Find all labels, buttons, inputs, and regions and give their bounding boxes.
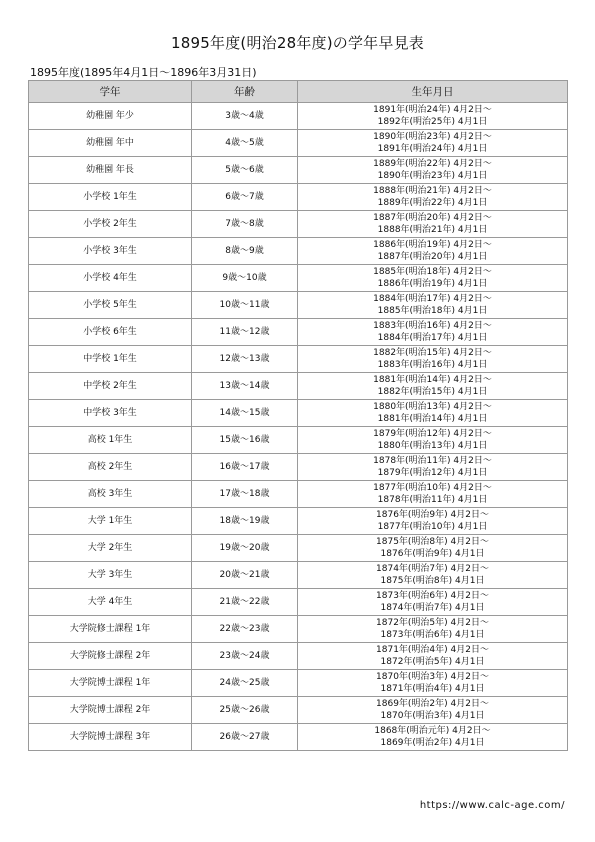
table-header-row [29, 81, 568, 103]
birthdate-from: 1885年(明治18年) 4月2日～ [373, 267, 492, 277]
age-cell: 3歳～4歳 [192, 103, 298, 130]
birthdate-to: 1888年(明治21年) 4月1日 [377, 225, 488, 235]
birthdate-to: 1875年(明治8年) 4月1日 [380, 576, 485, 586]
birthdate-from: 1883年(明治16年) 4月2日～ [373, 321, 492, 331]
birthdate-cell [298, 373, 568, 400]
table-row [29, 427, 568, 454]
birthdate-cell [298, 211, 568, 238]
grade-cell: 小学校 2年生 [29, 211, 192, 238]
birthdate-cell [298, 724, 568, 751]
birthdate-to: 1881年(明治14年) 4月1日 [377, 414, 488, 424]
table-row [29, 292, 568, 319]
age-cell: 9歳～10歳 [192, 265, 298, 292]
table-row [29, 643, 568, 670]
table-row [29, 157, 568, 184]
age-cell: 19歳～20歳 [192, 535, 298, 562]
birthdate-from: 1876年(明治9年) 4月2日～ [376, 510, 489, 520]
table-body [29, 103, 568, 751]
birthdate-from: 1869年(明治2年) 4月2日～ [376, 699, 489, 709]
birthdate-from: 1880年(明治13年) 4月2日～ [373, 402, 492, 412]
age-cell: 17歳～18歳 [192, 481, 298, 508]
table-row [29, 265, 568, 292]
grade-cell: 大学院修士課程 1年 [29, 616, 192, 643]
grade-cell: 高校 3年生 [29, 481, 192, 508]
age-cell: 10歳～11歳 [192, 292, 298, 319]
birthdate-cell [298, 130, 568, 157]
age-cell: 26歳～27歳 [192, 724, 298, 751]
age-cell: 11歳～12歳 [192, 319, 298, 346]
age-cell: 6歳～7歳 [192, 184, 298, 211]
age-cell: 25歳～26歳 [192, 697, 298, 724]
table-row [29, 562, 568, 589]
birthdate-to: 1880年(明治13年) 4月1日 [377, 441, 488, 451]
birthdate-from: 1887年(明治20年) 4月2日～ [373, 213, 492, 223]
header-birthdate: 生年月日 [298, 81, 568, 103]
birthdate-cell [298, 562, 568, 589]
birthdate-from: 1878年(明治11年) 4月2日～ [373, 456, 492, 466]
table-row [29, 616, 568, 643]
birthdate-to: 1878年(明治11年) 4月1日 [377, 495, 488, 505]
age-cell: 5歳～6歳 [192, 157, 298, 184]
birthdate-to: 1869年(明治2年) 4月1日 [380, 738, 485, 748]
table-row [29, 670, 568, 697]
birthdate-cell [298, 400, 568, 427]
birthdate-from: 1872年(明治5年) 4月2日～ [376, 618, 489, 628]
birthdate-from: 1888年(明治21年) 4月2日～ [373, 186, 492, 196]
grade-cell: 中学校 3年生 [29, 400, 192, 427]
grade-cell: 高校 1年生 [29, 427, 192, 454]
birthdate-from: 1874年(明治7年) 4月2日～ [376, 564, 489, 574]
birthdate-cell [298, 238, 568, 265]
grade-cell: 幼稚園 年長 [29, 157, 192, 184]
grade-cell: 小学校 5年生 [29, 292, 192, 319]
page-title: 1895年度(明治28年度)の学年早見表 [171, 34, 424, 52]
grade-cell: 幼稚園 年中 [29, 130, 192, 157]
birthdate-to: 1892年(明治25年) 4月1日 [377, 117, 488, 127]
age-cell: 12歳～13歳 [192, 346, 298, 373]
grade-cell: 大学 4年生 [29, 589, 192, 616]
table-row [29, 535, 568, 562]
birthdate-cell [298, 265, 568, 292]
birthdate-cell [298, 670, 568, 697]
birthdate-from: 1882年(明治15年) 4月2日～ [373, 348, 492, 358]
grade-cell: 中学校 2年生 [29, 373, 192, 400]
birthdate-to: 1885年(明治18年) 4月1日 [377, 306, 488, 316]
birthdate-from: 1868年(明治元年) 4月2日～ [374, 726, 491, 736]
site-url: https://www.calc-age.com/ [419, 800, 565, 811]
birthdate-to: 1884年(明治17年) 4月1日 [377, 333, 488, 343]
birthdate-to: 1886年(明治19年) 4月1日 [377, 279, 488, 289]
age-cell: 21歳～22歳 [192, 589, 298, 616]
age-cell: 4歳～5歳 [192, 130, 298, 157]
age-cell: 14歳～15歳 [192, 400, 298, 427]
grade-cell: 小学校 4年生 [29, 265, 192, 292]
grade-cell: 小学校 1年生 [29, 184, 192, 211]
table-row [29, 481, 568, 508]
table-row [29, 103, 568, 130]
table-row [29, 508, 568, 535]
birthdate-to: 1882年(明治15年) 4月1日 [377, 387, 488, 397]
birthdate-to: 1873年(明治6年) 4月1日 [380, 630, 485, 640]
birthdate-from: 1886年(明治19年) 4月2日～ [373, 240, 492, 250]
grade-cell: 大学院修士課程 2年 [29, 643, 192, 670]
birthdate-to: 1879年(明治12年) 4月1日 [377, 468, 488, 478]
table-row [29, 184, 568, 211]
table-row [29, 346, 568, 373]
header-age: 年齢 [192, 81, 298, 103]
birthdate-from: 1875年(明治8年) 4月2日～ [376, 537, 489, 547]
grade-cell: 大学 3年生 [29, 562, 192, 589]
grade-cell: 小学校 3年生 [29, 238, 192, 265]
birthdate-from: 1871年(明治4年) 4月2日～ [376, 645, 489, 655]
birthdate-cell [298, 427, 568, 454]
birthdate-cell [298, 184, 568, 211]
birthdate-to: 1877年(明治10年) 4月1日 [377, 522, 488, 532]
table-row [29, 589, 568, 616]
birthdate-cell [298, 535, 568, 562]
birthdate-from: 1870年(明治3年) 4月2日～ [376, 672, 489, 682]
age-cell: 24歳～25歳 [192, 670, 298, 697]
birthdate-cell [298, 292, 568, 319]
grade-cell: 高校 2年生 [29, 454, 192, 481]
age-cell: 13歳～14歳 [192, 373, 298, 400]
table-row [29, 373, 568, 400]
birthdate-cell [298, 346, 568, 373]
birthdate-cell [298, 103, 568, 130]
table-row [29, 130, 568, 157]
age-cell: 18歳～19歳 [192, 508, 298, 535]
birthdate-to: 1890年(明治23年) 4月1日 [377, 171, 488, 181]
birthdate-from: 1890年(明治23年) 4月2日～ [373, 132, 492, 142]
birthdate-cell [298, 508, 568, 535]
age-cell: 20歳～21歳 [192, 562, 298, 589]
table-row [29, 319, 568, 346]
birthdate-cell [298, 616, 568, 643]
birthdate-cell [298, 454, 568, 481]
age-cell: 8歳～9歳 [192, 238, 298, 265]
birthdate-from: 1884年(明治17年) 4月2日～ [373, 294, 492, 304]
fiscal-year-range: 1895年度(1895年4月1日～1896年3月31日) [30, 66, 257, 79]
table-row [29, 238, 568, 265]
grade-cell: 大学 1年生 [29, 508, 192, 535]
birthdate-to: 1887年(明治20年) 4月1日 [377, 252, 488, 262]
birthdate-to: 1889年(明治22年) 4月1日 [377, 198, 488, 208]
grade-cell: 小学校 6年生 [29, 319, 192, 346]
grade-cell: 中学校 1年生 [29, 346, 192, 373]
birthdate-cell [298, 643, 568, 670]
age-cell: 23歳～24歳 [192, 643, 298, 670]
grade-cell: 幼稚園 年少 [29, 103, 192, 130]
birthdate-to: 1871年(明治4年) 4月1日 [380, 684, 485, 694]
birthdate-cell [298, 589, 568, 616]
birthdate-from: 1889年(明治22年) 4月2日～ [373, 159, 492, 169]
birthdate-to: 1874年(明治7年) 4月1日 [380, 603, 485, 613]
birthdate-from: 1877年(明治10年) 4月2日～ [373, 483, 492, 493]
grade-cell: 大学院博士課程 1年 [29, 670, 192, 697]
grade-cell: 大学院博士課程 2年 [29, 697, 192, 724]
table-row [29, 697, 568, 724]
birthdate-to: 1872年(明治5年) 4月1日 [380, 657, 485, 667]
birthdate-cell [298, 697, 568, 724]
birthdate-to: 1883年(明治16年) 4月1日 [377, 360, 488, 370]
grade-cell: 大学院博士課程 3年 [29, 724, 192, 751]
age-cell: 16歳～17歳 [192, 454, 298, 481]
table-row [29, 211, 568, 238]
grade-cell: 大学 2年生 [29, 535, 192, 562]
age-cell: 15歳～16歳 [192, 427, 298, 454]
age-cell: 22歳～23歳 [192, 616, 298, 643]
grade-table [28, 80, 568, 751]
age-cell: 7歳～8歳 [192, 211, 298, 238]
table-row [29, 724, 568, 751]
birthdate-cell [298, 481, 568, 508]
birthdate-to: 1891年(明治24年) 4月1日 [377, 144, 488, 154]
header-grade: 学年 [29, 81, 192, 103]
birthdate-to: 1870年(明治3年) 4月1日 [380, 711, 485, 721]
birthdate-from: 1891年(明治24年) 4月2日～ [373, 105, 492, 115]
birthdate-from: 1881年(明治14年) 4月2日～ [373, 375, 492, 385]
birthdate-cell [298, 157, 568, 184]
birthdate-to: 1876年(明治9年) 4月1日 [380, 549, 485, 559]
birthdate-cell [298, 319, 568, 346]
birthdate-from: 1879年(明治12年) 4月2日～ [373, 429, 492, 439]
birthdate-from: 1873年(明治6年) 4月2日～ [376, 591, 489, 601]
table-row [29, 454, 568, 481]
table-row [29, 400, 568, 427]
